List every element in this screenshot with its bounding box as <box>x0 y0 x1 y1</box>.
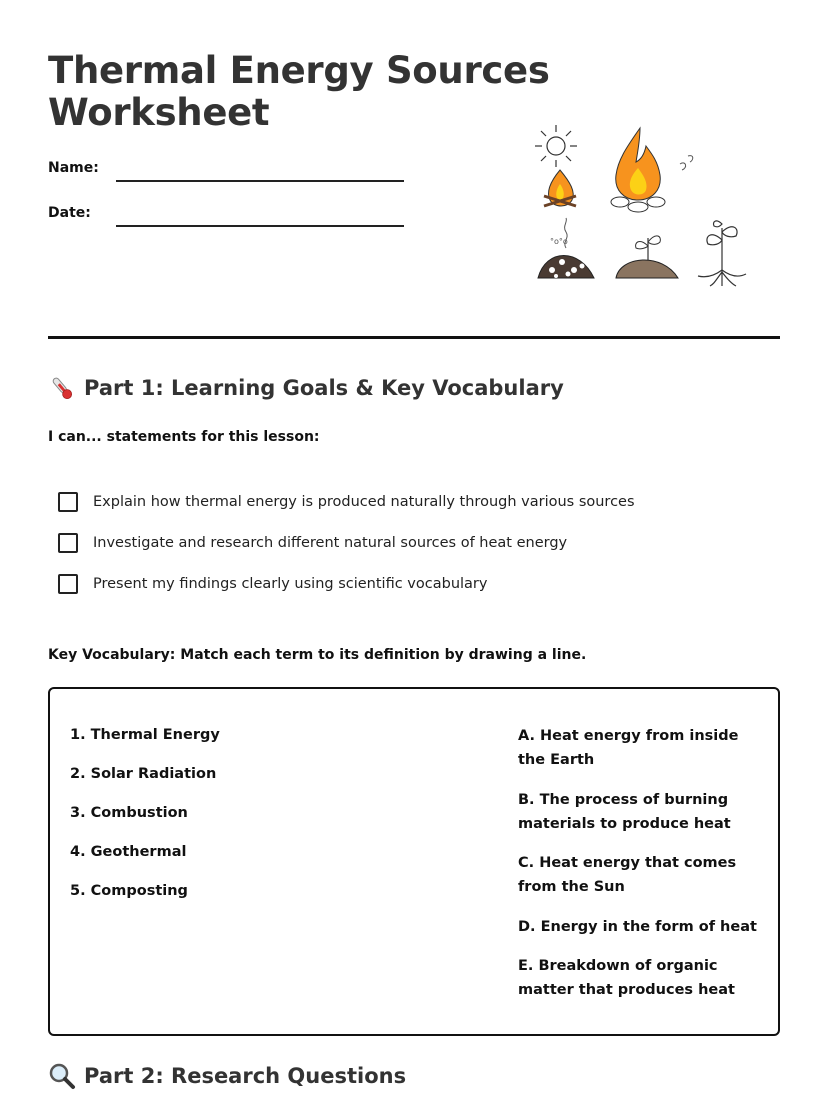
page-title <box>48 50 550 134</box>
can-statements-label: I can... statements for this lesson: <box>48 429 320 445</box>
part1-heading-text: Part 1: Learning Goals & Key Vocabulary <box>84 376 564 400</box>
title-line-2: Worksheet <box>48 91 270 134</box>
campfire-icon <box>544 170 576 206</box>
vocab-definition: A. Heat energy from inside the Earth <box>518 728 739 768</box>
name-label: Name: <box>48 160 99 176</box>
date-label: Date: <box>48 205 91 221</box>
vocab-term: 3. Combustion <box>70 805 188 821</box>
name-line[interactable] <box>116 180 404 182</box>
sun-icon <box>535 125 577 167</box>
vocab-term: 4. Geothermal <box>70 844 187 860</box>
thermometer-icon <box>48 374 76 402</box>
magnifier-icon <box>48 1062 76 1090</box>
goal-text: Investigate and research different natural sources of heat energy <box>93 535 568 551</box>
sprouting-plant-icon <box>698 221 746 286</box>
section-divider <box>48 336 780 339</box>
vocab-definition: C. Heat energy that comes from the Sun <box>518 855 737 895</box>
vocab-definition: D. Energy in the form of heat <box>518 919 757 935</box>
part2-heading-text: Part 2: Research Questions <box>84 1064 407 1088</box>
part2-heading <box>48 1062 406 1090</box>
goal-checkbox[interactable] <box>58 492 78 512</box>
goal-item <box>58 533 567 553</box>
vocab-term: 2. Solar Radiation <box>70 766 217 782</box>
vocab-matching-box <box>48 687 780 1036</box>
vocab-term: 5. Composting <box>70 883 188 899</box>
part1-heading <box>48 374 564 402</box>
compost-pile-icon <box>538 218 594 278</box>
goal-text: Explain how thermal energy is produced naturally through various sources <box>93 494 635 510</box>
goal-item <box>58 492 635 512</box>
svg-text:°o°o: °o°o <box>550 237 568 246</box>
large-flame-icon <box>611 128 693 212</box>
thermal-sources-illustration <box>528 120 758 292</box>
goal-checkbox[interactable] <box>58 533 78 553</box>
vocab-instruction: Key Vocabulary: Match each term to its definition by drawing a line. <box>48 647 587 663</box>
date-line[interactable] <box>116 225 404 227</box>
goal-checkbox[interactable] <box>58 574 78 594</box>
vocab-term: 1. Thermal Energy <box>70 727 220 743</box>
title-line-1: Thermal Energy Sources <box>48 49 550 92</box>
goal-item <box>58 574 487 594</box>
geothermal-mound-icon <box>616 236 678 278</box>
goal-text: Present my findings clearly using scientific vocabulary <box>93 576 488 592</box>
vocab-definition: E. Breakdown of organic matter that produces heat <box>518 958 735 998</box>
vocab-definition: B. The process of burning materials to produce heat <box>518 792 731 832</box>
